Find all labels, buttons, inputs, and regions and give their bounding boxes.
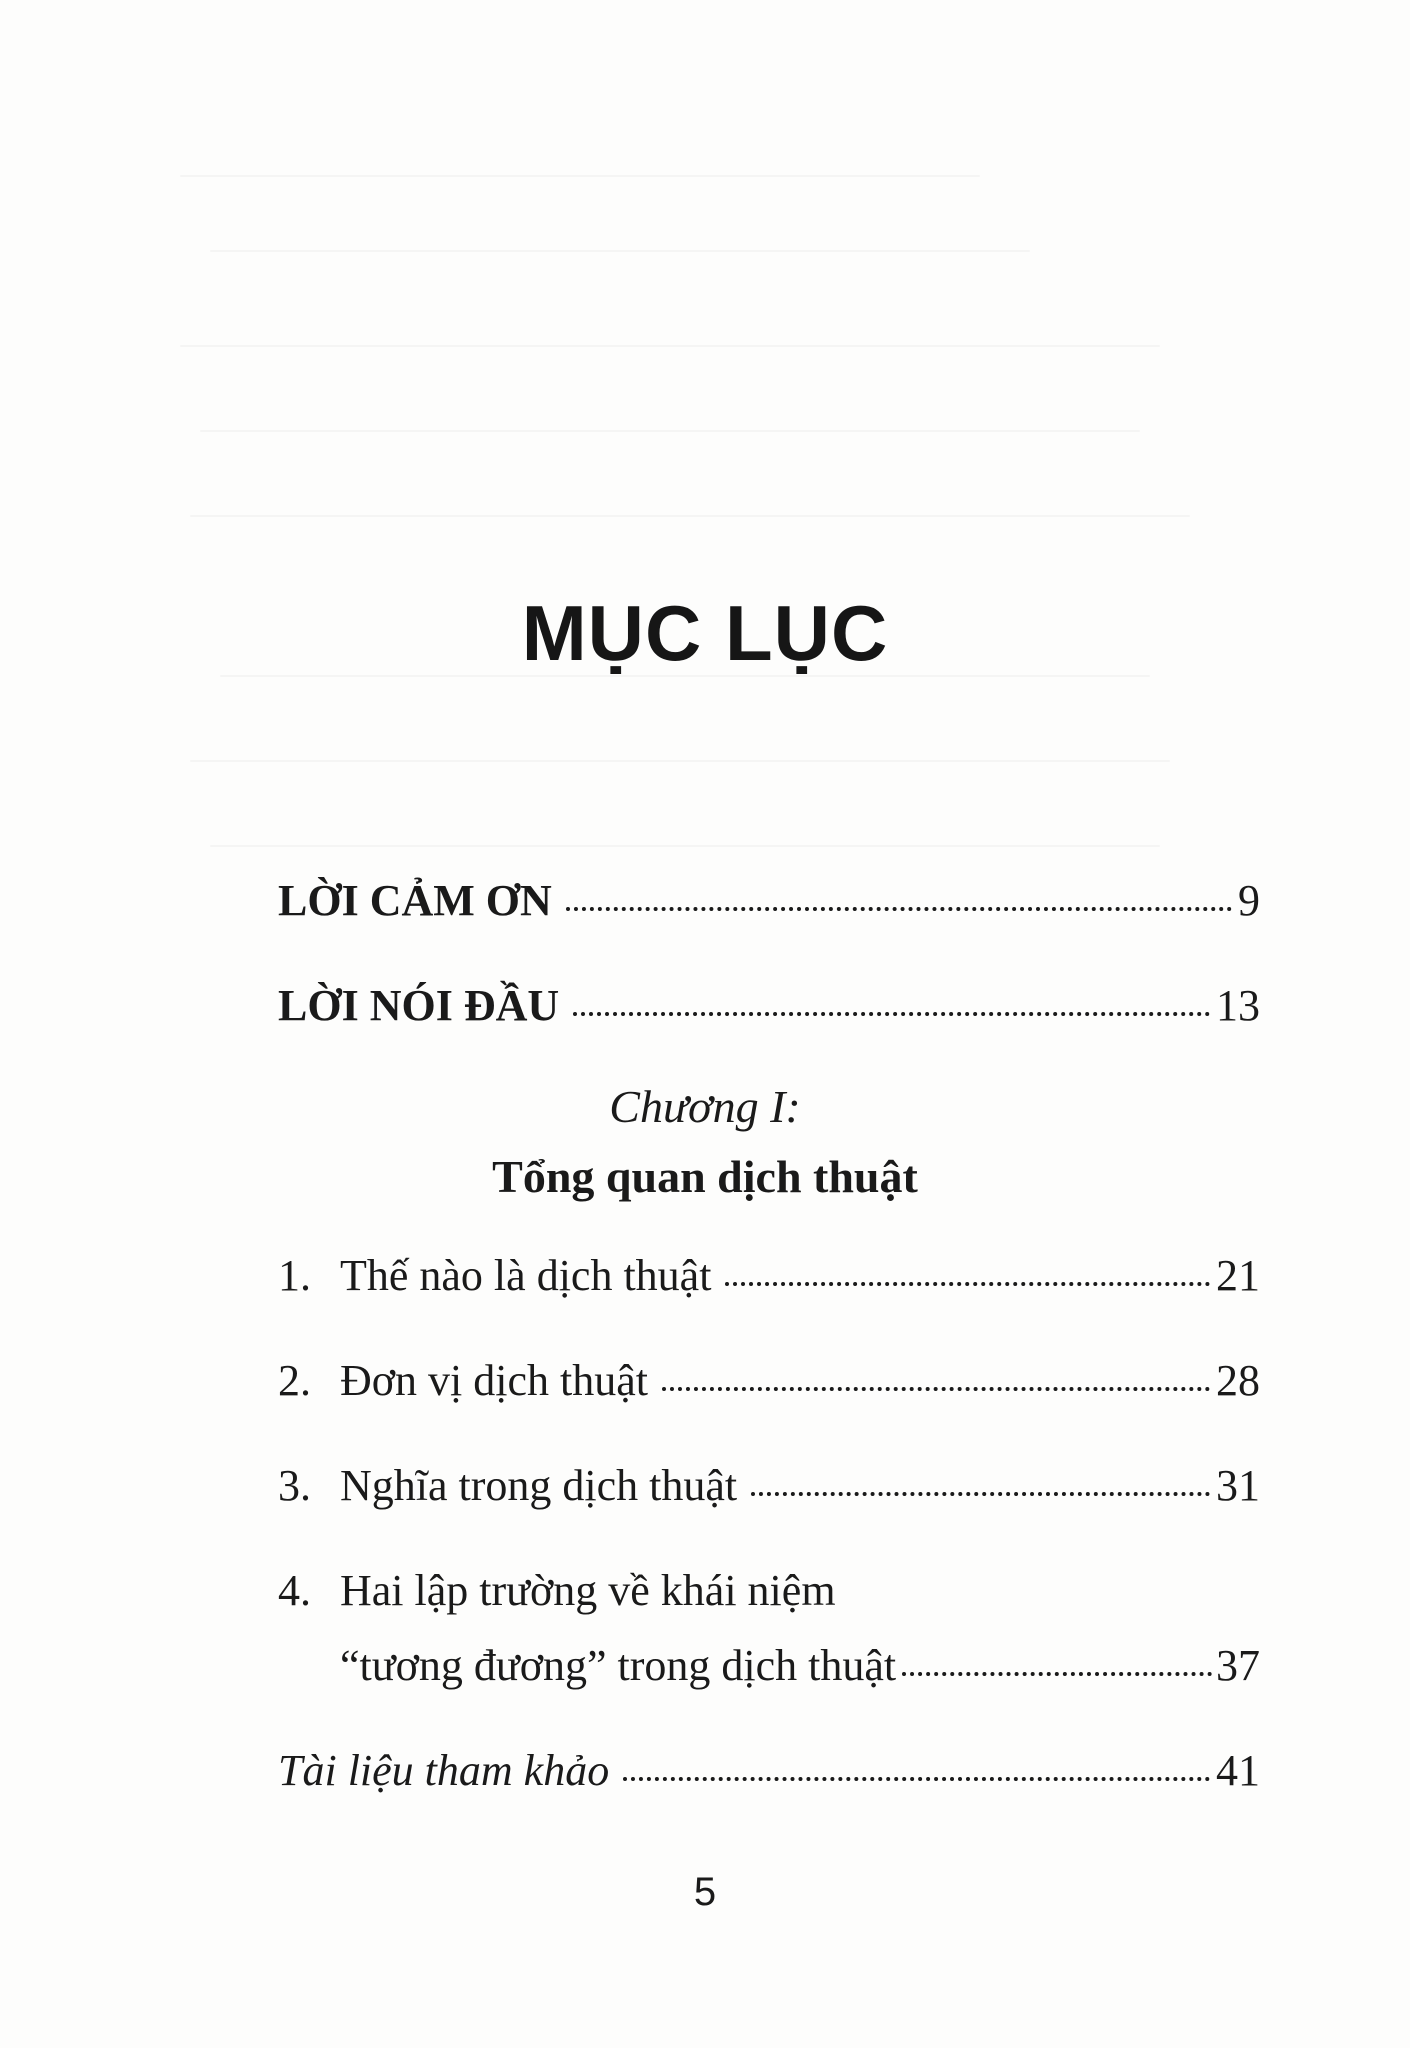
toc-entry-references[interactable]: [278, 1745, 1260, 1796]
chapter-title: Tổng quan dịch thuật: [492, 1151, 918, 1202]
dot-leader: [902, 1672, 1212, 1676]
toc-section-number: 4.: [278, 1566, 311, 1615]
chapter-label: Chương I:: [609, 1081, 801, 1132]
toc-page-number: 31: [1216, 1461, 1260, 1510]
toc-entry-label: Thế nào là dịch thuật: [340, 1251, 712, 1300]
toc-entry-section-1[interactable]: [278, 1250, 1260, 1301]
dot-leader: [623, 1777, 1210, 1781]
toc-page-number: 13: [1216, 981, 1260, 1030]
toc-entry-label: LỜI NÓI ĐẦU: [278, 981, 560, 1030]
toc-entry-label: Hai lập trường về khái niệm: [340, 1566, 836, 1615]
dot-leader: [573, 1012, 1210, 1016]
toc-entry-acknowledgements[interactable]: [278, 875, 1260, 926]
toc-entry-label: Nghĩa trong dịch thuật: [340, 1461, 738, 1510]
page-title: MỤC LỤC: [521, 589, 889, 677]
toc-section-number: 2.: [278, 1356, 311, 1405]
toc-entry-section-3[interactable]: [278, 1460, 1260, 1511]
toc-entry-label: Đơn vị dịch thuật: [340, 1356, 648, 1405]
toc-section-number: 3.: [278, 1461, 311, 1510]
dot-leader: [751, 1492, 1210, 1496]
toc-page-number: 28: [1216, 1356, 1260, 1405]
toc-entry-section-4-continuation[interactable]: [340, 1640, 1260, 1691]
toc-page-number: 21: [1216, 1251, 1260, 1300]
toc-entry-preface[interactable]: [278, 980, 1260, 1031]
toc-entry-section-4[interactable]: [278, 1565, 1260, 1616]
toc-entry-label: Tài liệu tham khảo: [278, 1746, 610, 1795]
toc-page-number: 41: [1216, 1746, 1260, 1795]
dot-leader: [662, 1387, 1210, 1391]
toc-entry-label: LỜI CẢM ƠN: [278, 876, 552, 925]
toc-entry-label-continuation: “tương đương” trong dịch thuật: [340, 1641, 897, 1690]
page-number: 5: [693, 1870, 717, 1914]
dot-leader: [725, 1282, 1210, 1286]
toc-page-number: 37: [1216, 1641, 1260, 1690]
toc-page-number: 9: [1238, 876, 1260, 925]
dot-leader: [566, 907, 1232, 911]
toc-section-number: 1.: [278, 1251, 311, 1300]
toc-entry-section-2[interactable]: [278, 1355, 1260, 1406]
